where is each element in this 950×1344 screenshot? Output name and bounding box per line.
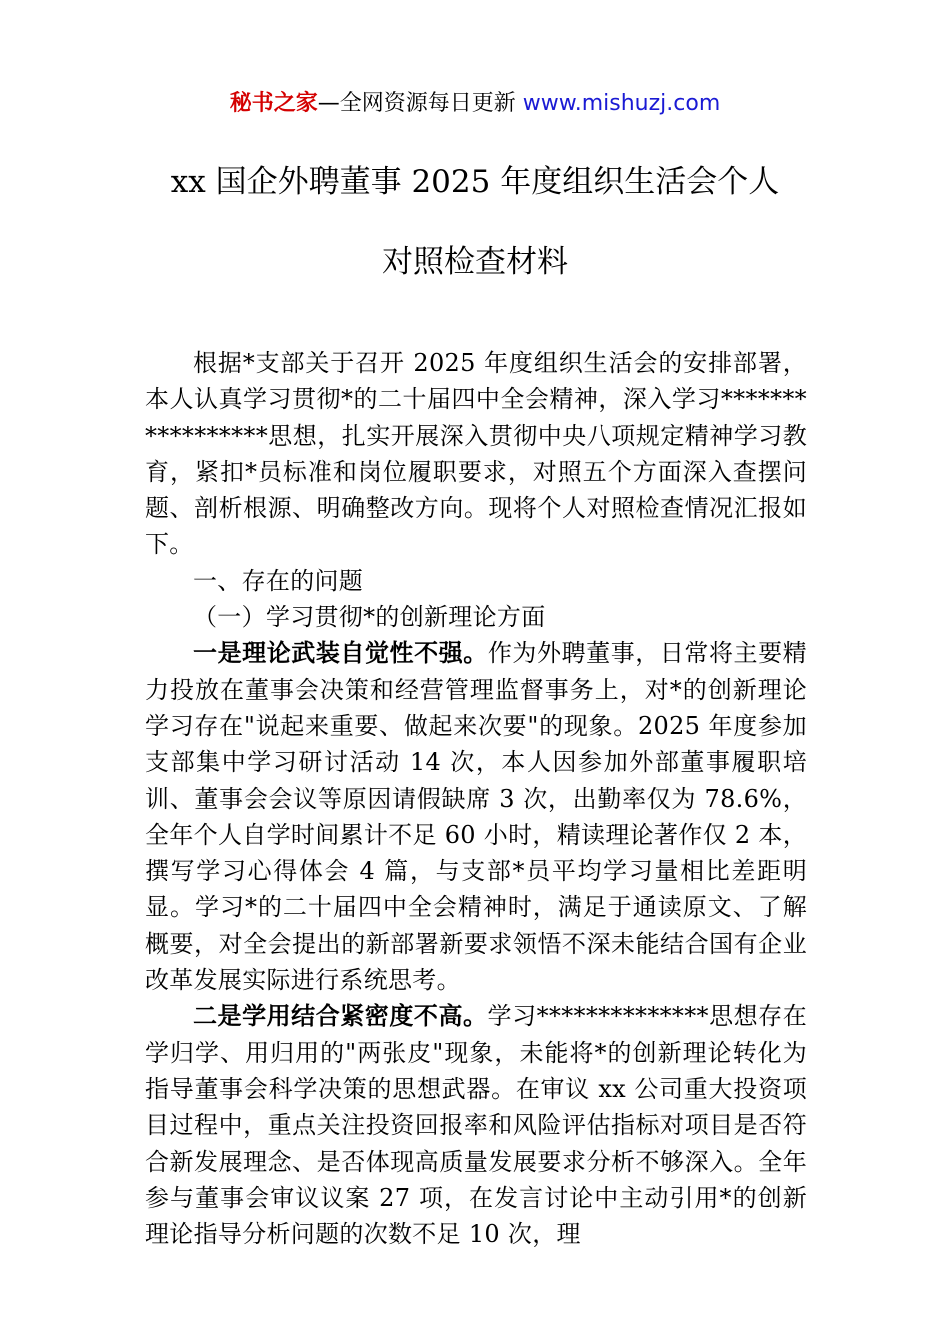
point-1-lead: 一是理论武装自觉性不强。 xyxy=(193,638,488,668)
document-title xyxy=(120,158,830,286)
site-header xyxy=(0,88,950,120)
intro-paragraph: 根据*支部关于召开 2025 年度组织生活会的安排部署，本人认真学习贯彻*的二十届四中全会精神，深入学习*****************思想，扎实开展深入贯彻中央八项规定精神学习教育，紧扣*员标准和岗位履职要求，对照五个方面深入查摆问题、剖析根源、明确整改方向。现将个人对照检查情况汇报如下。 xyxy=(145,349,807,559)
point-1-paragraph xyxy=(145,635,807,998)
document-body xyxy=(145,345,807,1252)
point-2-lead: 二是学用结合紧密度不高。 xyxy=(193,1001,488,1031)
brand-name: 秘书之家 xyxy=(229,91,318,116)
title-line-2: 对照检查材料 xyxy=(382,244,568,280)
point-2-text: 学习**************思想存在学归学、用归用的"两张皮"现象，未能将*的创新理论转化为指导董事会科学决策的思想武器。在审议 xx 公司重大投资项目过程中，重点关注投资回报率和风险评估指标对项目是否符合新发展理念、是否体现高质量发展要求分析不够深入。全年参与董事会审议议案 27 项，在发言讨论中主动引用*的创新理论指导分析问题的次数不足 10 次，理 xyxy=(145,1002,807,1249)
subsection-heading: （一）学习贯彻*的创新理论方面 xyxy=(193,603,546,632)
section-heading: 一、存在的问题 xyxy=(193,566,364,595)
point-1-text: 作为外聘董事，日常将主要精力投放在董事会决策和经营管理监督事务上，对*的创新理论学习存在"说起来重要、做起来次要"的现象。2025 年度参加支部集中学习研讨活动 14 次，本人因参加外部董事履职培训、董事会会议等原因请假缺席 3 次，出勤率仅为 78.6%，全年个人自学时间累计不足 60 小时，精读理论著作仅 2 本，撰写学习心得体会 4 篇，与支部*员平均学习量相比差距明显。学习*的二十届四中全会精神时，满足于通读原文、了解概要，对全会提出的新部署新要求领悟不深未能结合国有企业改革发展实际进行系统思考。 xyxy=(145,639,807,995)
point-2-paragraph xyxy=(145,998,807,1252)
site-url[interactable]: www.mishuzj.com xyxy=(522,91,721,116)
header-tagline: —全网资源每日更新 xyxy=(317,91,523,116)
title-line-1: xx 国企外聘董事 2025 年度组织生活会个人 xyxy=(170,164,780,200)
